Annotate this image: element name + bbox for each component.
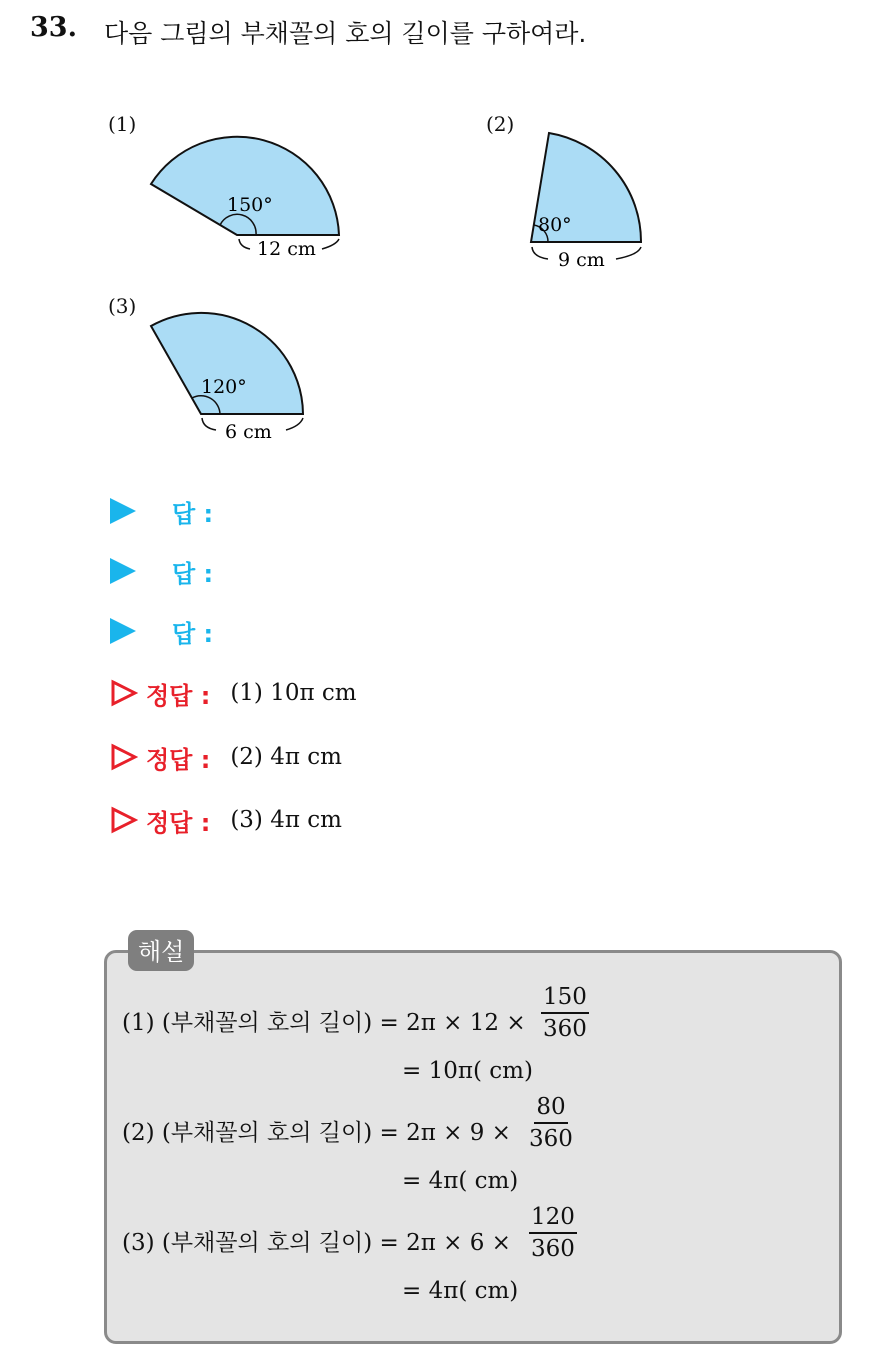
correct-answer-label: 정답 : [146,681,211,710]
correct-answer-row-2 [110,740,342,774]
answer-label: 답 : [172,619,214,648]
sector-3-shape [151,313,303,414]
sector-figure-3 [140,310,320,450]
fraction-2-numerator: 80 [534,1094,567,1124]
fraction-3-numerator: 120 [529,1204,577,1234]
figure-2-label: (2) [486,112,515,136]
question-number: 33. [30,12,77,43]
fraction-2 [529,1094,573,1152]
sector-3-angle-label: 120° [201,376,247,398]
answer-row-3 [110,614,213,648]
fraction-2-denominator: 360 [529,1126,573,1152]
fraction-1-numerator: 150 [541,984,589,1014]
question-text: 다음 그림의 부채꼴의 호의 길이를 구하여라. [104,19,587,48]
correct-answer-value: (2) 4π cm [230,744,342,770]
play-triangle-icon [110,618,136,644]
sector-figure-2 [520,125,660,275]
explanation-result-1: = 10π( cm) [402,1058,533,1084]
explanation-result-3: = 4π( cm) [402,1278,519,1304]
explanation-tab: 해설 [128,930,194,971]
explanation-step-3: (3) (부채꼴의 호의 길이) = 2π × 6 × [122,1230,511,1256]
play-triangle-icon [110,498,136,524]
explanation-step-1: (1) (부채꼴의 호의 길이) = 2π × 12 × [122,1010,526,1036]
answer-label: 답 : [172,499,214,528]
sector-3-radius-label: 6 cm [225,421,272,443]
sector-1-radius-label: 12 cm [257,238,316,260]
answer-row-2 [110,554,213,588]
correct-answer-label: 정답 : [146,745,211,774]
explanation-step-2: (2) (부채꼴의 호의 길이) = 2π × 9 × [122,1120,511,1146]
sector-2-radius-label: 9 cm [558,249,605,271]
answer-label: 답 : [172,559,214,588]
outline-triangle-icon [110,743,138,771]
correct-answer-value: (3) 4π cm [230,807,342,833]
correct-answer-row-1 [110,676,357,710]
explanation-result-2: = 4π( cm) [402,1168,519,1194]
sector-1-angle-label: 150° [227,194,273,216]
figure-1-label: (1) [108,112,137,136]
answer-row-1 [110,494,213,528]
sector-1-shape [151,137,339,235]
fraction-3-denominator: 360 [531,1236,575,1262]
sector-2-angle-label: 80° [538,214,572,236]
figure-3-label: (3) [108,294,137,318]
correct-answer-value: (1) 10π cm [230,680,357,706]
fraction-1 [541,984,589,1042]
correct-answer-label: 정답 : [146,808,211,837]
fraction-1-denominator: 360 [543,1016,587,1042]
sector-figure-1 [140,125,360,265]
correct-answer-row-3 [110,803,342,837]
play-triangle-icon [110,558,136,584]
fraction-3 [529,1204,577,1262]
outline-triangle-icon [110,806,138,834]
outline-triangle-icon [110,679,138,707]
